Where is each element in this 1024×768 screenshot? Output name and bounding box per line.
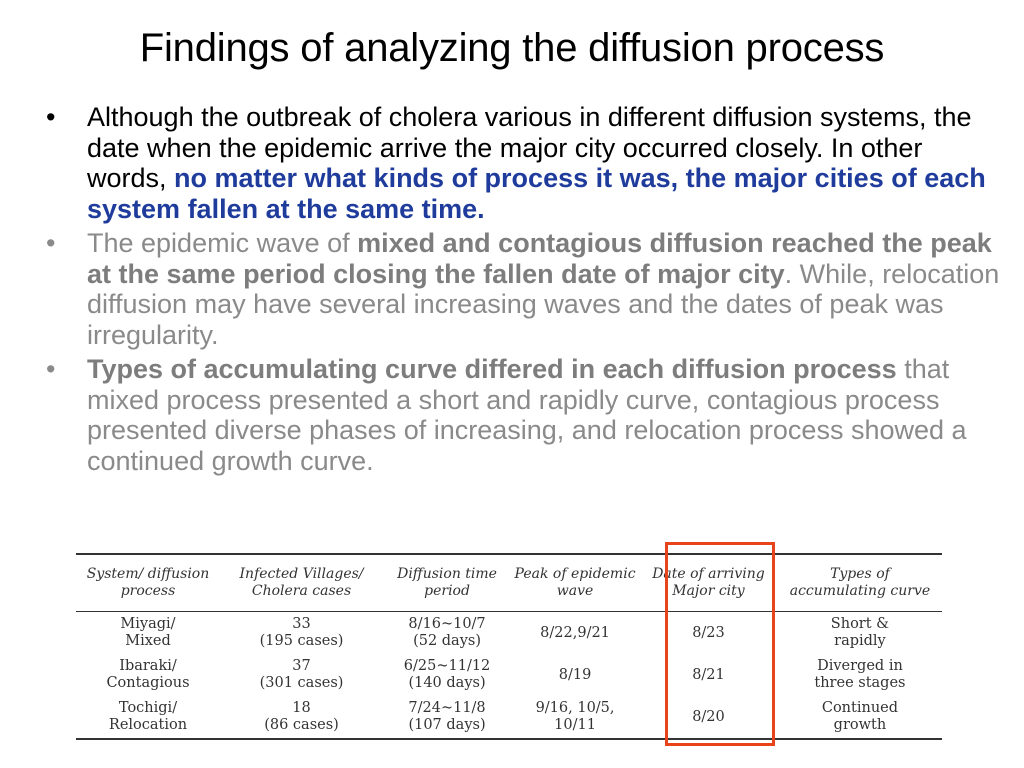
slide-title: Findings of analyzing the diffusion process [139, 26, 885, 70]
cell-peak: 8/22,9/21 [540, 624, 610, 641]
cell-peak: 8/19 [558, 666, 592, 683]
findings-table-image [76, 553, 942, 740]
cell-arrival: 8/21 [692, 666, 725, 683]
header-curve: Types of accumulating curve [778, 554, 942, 612]
bullet-marker: • [46, 354, 56, 384]
bullet-item-3 [44, 354, 1004, 476]
bullet-marker: • [46, 228, 56, 258]
table-row [76, 654, 942, 696]
header-arrival: Date of arriving Major city [639, 554, 778, 612]
cell-infected: 37 (301 cases) [259, 658, 344, 691]
cell-period: 6/25~11/12 (140 days) [403, 658, 491, 691]
cell-arrival: 8/23 [692, 624, 725, 641]
bullet-3-text: that mixed process presented a short and rapidly curve, contagious process presented diverse phases of increasing, and relocation process showed a continued growth curve. [87, 354, 967, 476]
bullet-1-emphasis: no matter what kinds of process it was, the major cities of each system fallen at the same time. [87, 163, 986, 224]
header-system: System/ diffusion process [76, 554, 220, 612]
bullet-marker: • [46, 102, 56, 132]
cell-curve: Diverged in three stages [814, 658, 906, 691]
bullet-3-emphasis: Types of accumulating curve differed in each diffusion process [87, 354, 897, 384]
bullet-item-1 [44, 102, 1004, 224]
header-infected: Infected Villages/ Cholera cases [220, 554, 383, 612]
bullet-2-emphasis: mixed and contagious diffusion reached the peak at the same period closing the fallen date of major city [87, 228, 992, 289]
bullet-2-text-end: . While, relocation diffusion may have several increasing waves and the dates of peak was irregularity. [87, 258, 1000, 350]
cell-system: Tochigi/ Relocation [76, 696, 220, 739]
table-header-row [76, 554, 942, 612]
cell-curve: Continued growth [778, 696, 942, 739]
bullet-1-text: Although the outbreak of cholera various in different diffusion systems, the date when the epidemic arrive the major city occurred closely. In other words, [87, 102, 972, 193]
arrival-column-highlight-box [665, 542, 775, 746]
cell-infected: 33 (195 cases) [259, 616, 344, 649]
table-row [76, 696, 942, 739]
cell-system: Ibaraki/ Contagious [106, 658, 190, 691]
cell-period: 8/16~10/7 (52 days) [408, 616, 486, 649]
cell-system: Miyagi/ Mixed [120, 616, 176, 649]
cell-curve: Short & rapidly [830, 616, 890, 649]
table-row [76, 612, 942, 655]
cell-infected: 18 (86 cases) [220, 696, 383, 739]
header-period: Diffusion time period [383, 554, 511, 612]
header-peak: Peak of epidemic wave [511, 554, 639, 612]
cell-peak: 9/16, 10/5, 10/11 [511, 696, 639, 739]
cell-period: 7/24~11/8 (107 days) [383, 696, 511, 739]
bullet-list [44, 102, 1004, 480]
bullet-2-text-start: The epidemic wave of [87, 228, 358, 258]
findings-table [76, 553, 942, 740]
bullet-item-2 [44, 228, 1004, 350]
cell-arrival: 8/20 [639, 696, 778, 739]
